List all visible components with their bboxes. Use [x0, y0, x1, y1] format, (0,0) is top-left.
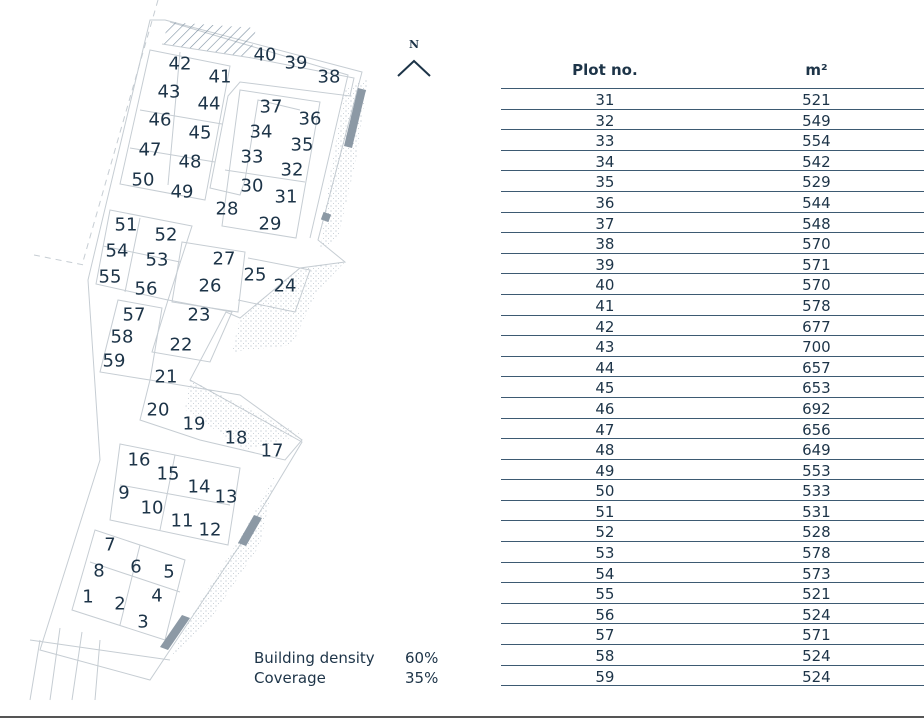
plot-area-cell: 544	[802, 193, 831, 212]
plot-label: 44	[197, 93, 221, 115]
plot-label: 43	[157, 81, 181, 103]
plot-label: 30	[240, 175, 264, 197]
table-row	[501, 563, 924, 584]
plot-label: 21	[154, 366, 178, 388]
plot-label: 6	[130, 556, 142, 578]
plot-number-cell: 55	[595, 585, 615, 604]
bottom-divider	[0, 716, 924, 718]
table-row	[501, 213, 924, 234]
plot-area-cell: 573	[802, 564, 831, 583]
plot-label: 3	[137, 611, 149, 633]
plot-label: 34	[249, 121, 273, 143]
table-row	[501, 377, 924, 398]
plot-label: 19	[182, 413, 206, 435]
plot-label: 23	[187, 304, 211, 326]
plot-area-cell: 653	[802, 379, 831, 398]
plot-label: 26	[198, 275, 222, 297]
plot-area-cell: 571	[802, 255, 831, 274]
north-arrow-icon	[398, 61, 430, 76]
plot-area-cell: 549	[802, 111, 831, 130]
plot-number-cell: 50	[595, 482, 615, 501]
plot-area-cell: 657	[802, 358, 831, 377]
plot-area-cell: 542	[802, 152, 831, 171]
plot-label: 33	[240, 146, 264, 168]
plot-number-cell: 35	[595, 173, 615, 192]
table-row	[501, 645, 924, 666]
north-arrow	[398, 38, 430, 76]
plot-area-cell: 548	[802, 214, 831, 233]
plot-label: 14	[187, 476, 211, 498]
plot-number-cell: 44	[595, 358, 615, 377]
table-row	[501, 89, 924, 110]
header-plot-no: Plot no.	[572, 61, 638, 79]
table-row	[501, 624, 924, 645]
plot-area-cell: 571	[802, 626, 831, 645]
plot-label: 53	[145, 249, 169, 271]
table-row	[501, 604, 924, 625]
table-row	[501, 419, 924, 440]
plot-label: 36	[298, 108, 322, 130]
plot-number-cell: 43	[595, 338, 615, 357]
plot-label: 2	[114, 593, 126, 615]
plot-number-cell: 40	[595, 276, 615, 295]
stat-row-coverage	[254, 668, 438, 688]
plot-number-cell: 34	[595, 152, 615, 171]
table-row	[501, 110, 924, 131]
stat-value: 60%	[405, 649, 439, 667]
stat-value: 35%	[405, 669, 439, 687]
plot-label: 45	[188, 122, 212, 144]
table-row	[501, 501, 924, 522]
table-row	[501, 357, 924, 378]
plot-area-cell: 521	[802, 585, 831, 604]
plot-area-cell: 692	[802, 399, 831, 418]
plot-label: 7	[104, 534, 116, 556]
plot-number-cell: 53	[595, 544, 615, 563]
plot-area-cell: 700	[802, 338, 831, 357]
plot-area-cell: 524	[802, 647, 831, 666]
plot-label: 32	[280, 159, 304, 181]
plot-label: 51	[114, 214, 138, 236]
plot-label: 10	[140, 497, 164, 519]
table-row	[501, 460, 924, 481]
table-row	[501, 583, 924, 604]
plot-label: 12	[198, 519, 222, 541]
plot-label: 25	[243, 264, 267, 286]
table-header	[501, 54, 924, 89]
plot-number-cell: 51	[595, 502, 615, 521]
table-row	[501, 542, 924, 563]
plot-area-cell: 677	[802, 317, 831, 336]
plot-label: 38	[317, 66, 341, 88]
table-body	[501, 89, 924, 686]
plot-label: 13	[214, 486, 238, 508]
plot-number-cell: 41	[595, 296, 615, 315]
table-row	[501, 192, 924, 213]
plot-label: 40	[253, 44, 277, 66]
plot-area-cell: 524	[802, 667, 831, 686]
plot-label: 48	[178, 151, 202, 173]
north-label: N	[408, 38, 420, 51]
plot-number-cell: 58	[595, 647, 615, 666]
plot-area-cell: 656	[802, 420, 831, 439]
plot-label: 54	[105, 240, 129, 262]
plot-number-cell: 32	[595, 111, 615, 130]
stat-row-building-density	[254, 648, 438, 668]
plot-label: 27	[212, 248, 236, 270]
plot-label: 9	[118, 482, 130, 504]
plot-area-cell: 570	[802, 276, 831, 295]
plot-area-cell: 529	[802, 173, 831, 192]
table-row	[501, 316, 924, 337]
table-row	[501, 398, 924, 419]
stat-label: Coverage	[254, 669, 326, 687]
plot-area-cell: 553	[802, 461, 831, 480]
plot-label: 8	[93, 560, 105, 582]
plot-label: 20	[146, 399, 170, 421]
plot-number-cell: 39	[595, 255, 615, 274]
plot-label: 58	[110, 326, 134, 348]
plot-label: 47	[138, 139, 162, 161]
plot-label: 22	[169, 334, 193, 356]
plot-label: 15	[156, 463, 180, 485]
plot-label: 11	[170, 510, 194, 532]
table-row	[501, 130, 924, 151]
plot-area-cell: 531	[802, 502, 831, 521]
plot-number-cell: 49	[595, 461, 615, 480]
plot-area-table	[501, 54, 924, 686]
plot-area-cell: 554	[802, 132, 831, 151]
plot-number-cell: 57	[595, 626, 615, 645]
plot-number-cell: 36	[595, 193, 615, 212]
plot-area-cell: 524	[802, 605, 831, 624]
plot-label: 35	[290, 134, 314, 156]
plot-label: 42	[168, 53, 192, 75]
plot-label: 17	[260, 440, 284, 462]
table-row	[501, 439, 924, 460]
plot-number-cell: 37	[595, 214, 615, 233]
plot-area-cell: 578	[802, 544, 831, 563]
plot-label: 28	[215, 198, 239, 220]
plot-label: 41	[208, 66, 232, 88]
plot-number-cell: 46	[595, 399, 615, 418]
plot-label: 4	[151, 585, 163, 607]
plot-number-cell: 54	[595, 564, 615, 583]
development-stats	[254, 648, 438, 688]
table-row	[501, 666, 924, 687]
plot-labels	[82, 45, 340, 633]
plot-area-cell: 528	[802, 523, 831, 542]
plot-label: 18	[224, 427, 248, 449]
plot-number-cell: 42	[595, 317, 615, 336]
plot-label: 57	[122, 304, 146, 326]
map-background	[30, 0, 362, 700]
table-row	[501, 171, 924, 192]
table-row	[501, 521, 924, 542]
plot-area-cell: 649	[802, 441, 831, 460]
plot-label: 1	[82, 586, 94, 608]
plot-area-cell: 578	[802, 296, 831, 315]
plot-number-cell: 38	[595, 235, 615, 254]
plot-label: 56	[134, 278, 158, 300]
plot-label: 59	[102, 350, 126, 372]
plot-area-cell: 570	[802, 235, 831, 254]
plot-label: 37	[259, 96, 283, 118]
plot-label: 49	[170, 181, 194, 203]
plot-label: 55	[98, 266, 122, 288]
plot-label: 52	[154, 224, 178, 246]
plot-number-cell: 33	[595, 132, 615, 151]
table-row	[501, 151, 924, 172]
plot-label: 16	[127, 449, 151, 471]
plot-label: 24	[273, 275, 297, 297]
plot-label: 29	[258, 213, 282, 235]
plot-label: 46	[148, 109, 172, 131]
plot-label: 31	[274, 186, 298, 208]
plot-label: 5	[163, 561, 175, 583]
table-row	[501, 295, 924, 316]
plot-label: 39	[284, 52, 308, 74]
table-row	[501, 336, 924, 357]
table-row	[501, 233, 924, 254]
plot-number-cell: 59	[595, 667, 615, 686]
table-row	[501, 480, 924, 501]
plot-area-cell: 521	[802, 91, 831, 109]
plot-number-cell: 48	[595, 441, 615, 460]
plot-label: 50	[131, 169, 155, 191]
plot-number-cell: 47	[595, 420, 615, 439]
header-area: m²	[805, 61, 828, 79]
table-row	[501, 254, 924, 275]
plot-number-cell: 45	[595, 379, 615, 398]
stat-label: Building density	[254, 649, 375, 667]
plot-number-cell: 52	[595, 523, 615, 542]
table-row	[501, 274, 924, 295]
plot-area-cell: 533	[802, 482, 831, 501]
plot-number-cell: 56	[595, 605, 615, 624]
plot-number-cell: 31	[595, 91, 615, 109]
